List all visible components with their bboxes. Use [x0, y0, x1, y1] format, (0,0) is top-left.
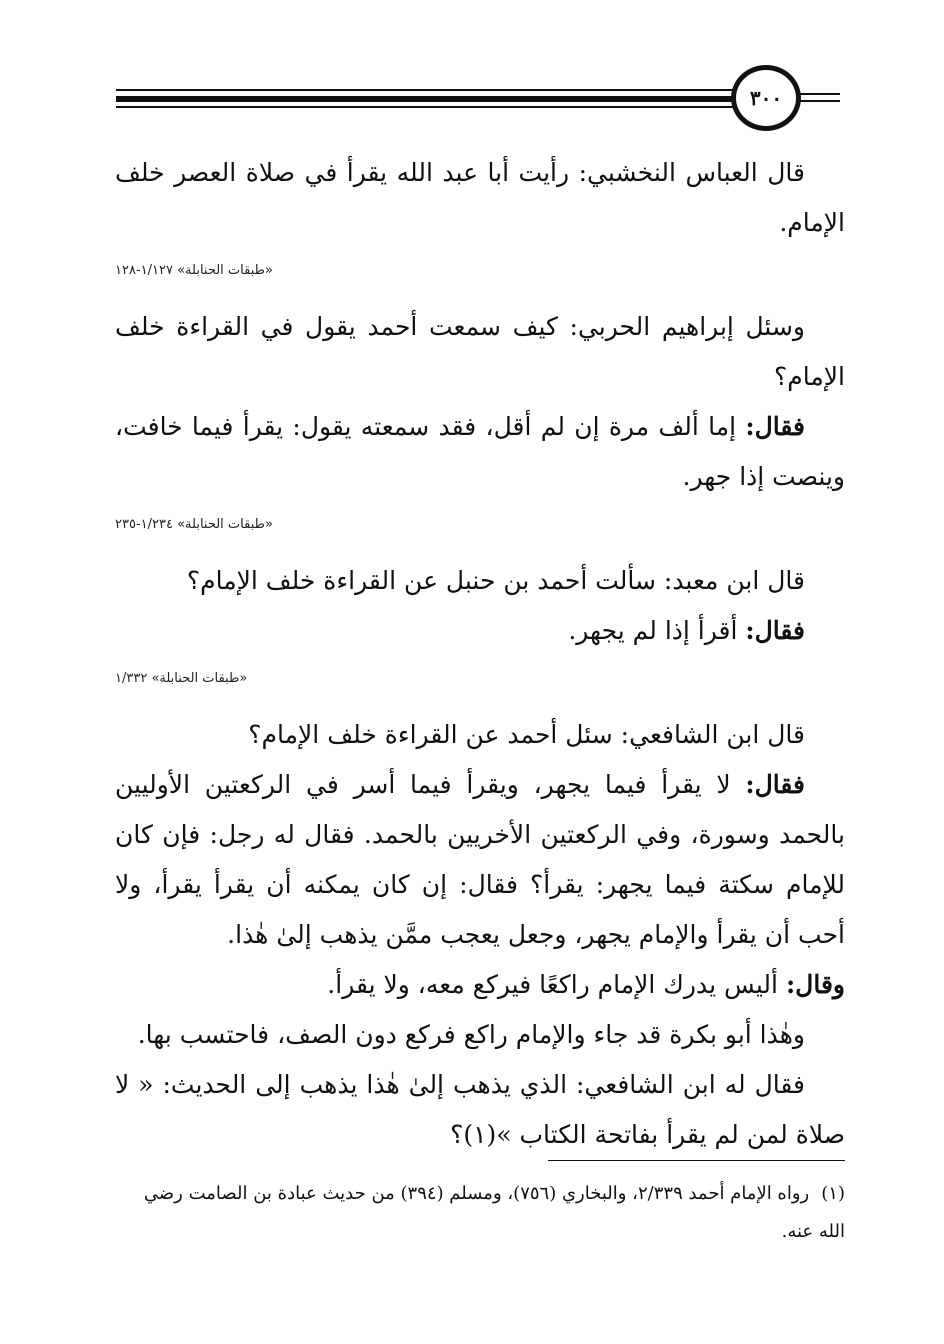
keyword: فقال: [745, 770, 805, 799]
header-rule-thick [116, 96, 736, 102]
paragraph: فقال له ابن الشافعي: الذي يذهب إلىٰ هٰذا يذهب إلى الحديث: « لا صلاة لمن لم يقرأ بفاتحة الكتاب »(١)؟ [115, 1070, 845, 1149]
footnote-text: رواه الإمام أحمد ٢/٣٣٩، والبخاري (٧٥٦)، ومسلم (٣٩٤) من حديث عبادة بن الصامت رضي الله عنه. [143, 1183, 845, 1242]
paragraph: فقال: أقرأ إذا لم يجهر. [568, 616, 805, 645]
source-reference: «طبقات الحنابلة» ١/٢٣٤-٢٣٥ [115, 517, 273, 532]
footnote [115, 1175, 845, 1251]
page-body [115, 148, 845, 1160]
keyword: وقال: [785, 970, 845, 999]
footnote-divider [548, 1160, 845, 1161]
paragraph: قال العباس النخشبي: رأيت أبا عبد الله يقرأ في صلاة العصر خلف الإمام. [115, 158, 845, 237]
source-reference: «طبقات الحنابلة» ١/٣٣٢ [115, 671, 248, 686]
paragraph: وسئل إبراهيم الحربي: كيف سمعت أحمد يقول في القراءة خلف الإمام؟ [115, 312, 845, 391]
page-header [0, 60, 944, 140]
source-reference: «طبقات الحنابلة» ١/١٢٧-١٢٨ [115, 263, 273, 278]
header-rule-right-a [800, 93, 840, 95]
paragraph: فقال: إما ألف مرة إن لم أقل، فقد سمعته يقول: يقرأ فيما خافت، وينصت إذا جهر. [115, 412, 845, 491]
paragraph: وقال: أليس يدرك الإمام راكعًا فيركع معه، ولا يقرأ. [327, 970, 845, 999]
header-rule-right-b [800, 100, 840, 102]
footnote-number: (١) [821, 1183, 845, 1204]
paragraph: فقال: لا يقرأ فيما يجهر، ويقرأ فيما أسر في الركعتين الأوليين بالحمد وسورة، وفي الركعتين الأخريين بالحمد. فقال له رجل: فإن كان للإمام سكتة فيما يجهر: يقرأ؟ فقال: إن كان يمكنه أن يقرأ يقرأ، ولا أحب أن يقرأ والإمام يجهر، وجعل يعجب ممَّن يذهب إلىٰ هٰذا. [115, 770, 845, 949]
header-rule-bottom [116, 106, 736, 108]
header-rule-top [116, 89, 736, 91]
keyword: فقال: [745, 412, 805, 441]
page-number: ٣٠٠ [731, 65, 801, 131]
paragraph: قال ابن الشافعي: سئل أحمد عن القراءة خلف الإمام؟ [248, 720, 805, 749]
keyword: فقال: [745, 616, 805, 645]
paragraph: وهٰذا أبو بكرة قد جاء والإمام راكع فركع دون الصف، فاحتسب بها. [137, 1020, 805, 1049]
paragraph: قال ابن معبد: سألت أحمد بن حنبل عن القراءة خلف الإمام؟ [186, 566, 805, 595]
